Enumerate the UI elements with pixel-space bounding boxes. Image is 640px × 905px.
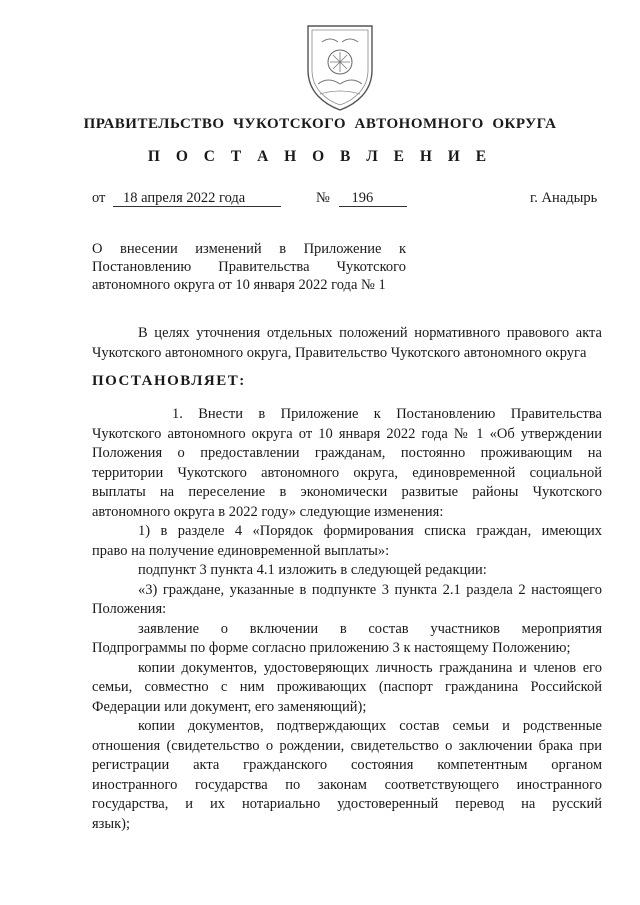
- number-label: №: [316, 190, 330, 206]
- number-value: 196: [339, 190, 407, 207]
- body-line: территории Чукотского автономного округа, единовременной социальной: [92, 464, 602, 481]
- body-line: государства, и их нотариально удостоверенный перевод на русский: [92, 796, 602, 812]
- preamble: [92, 323, 602, 363]
- body-line: Чукотского автономного округа от 10 января 2022 года № 1 «Об утверждении: [92, 425, 602, 442]
- preamble-line: В целях уточнения отдельных положений нормативного правового акта: [138, 325, 602, 341]
- city: г. Анадырь: [530, 190, 598, 206]
- preamble-line: Чукотского автономного округа, Правительство Чукотского автономного округа: [92, 345, 587, 361]
- body-line: регистрации акта гражданского состояния компетентным органом: [92, 757, 602, 773]
- body-line: иностранного государства по законам соответствующего иностранного: [92, 776, 602, 793]
- body-line: выплаты на переселение в экономически развитые районы Чукотского: [92, 484, 602, 500]
- body-line: Положения:: [92, 601, 167, 617]
- body-line: Федерации или документ, его заменяющий);: [92, 698, 367, 715]
- body-line: копии документов, удостоверяющих личность гражданина и членов его: [138, 659, 602, 676]
- body-line: копии документов, подтверждающих состав семьи и родственные: [138, 718, 602, 734]
- body-line: Положения о предоставлении гражданам, постоянно проживающим на: [92, 445, 602, 461]
- decree-heading: ПОСТАНОВЛЯЕТ:: [92, 373, 246, 389]
- body-line: 1) в разделе 4 «Порядок формирования списка граждан, имеющих: [138, 523, 602, 539]
- body-line: 1. Внести в Приложение к Постановлению Правительства: [172, 406, 602, 422]
- body-line: право на получение единовременной выплаты»:: [92, 542, 390, 559]
- body-line: Подпрограммы по форме согласно приложению 3 к настоящему Положению;: [92, 640, 571, 656]
- from-label: от: [92, 190, 106, 206]
- body-line: «3) граждане, указанные в подпункте 3 пункта 2.1 раздела 2 настоящего: [138, 581, 602, 598]
- body-line: отношения (свидетельство о рождении, свидетельство о заключении брака при: [92, 737, 602, 754]
- subject-line: О внесении изменений в Приложение к: [92, 241, 406, 257]
- date-field: [92, 190, 281, 207]
- document-type: П О С Т А Н О В Л Е Н И Е: [147, 148, 493, 165]
- body-line: заявление о включении в состав участников мероприятия: [138, 620, 602, 637]
- body-line: подпункт 3 пункта 4.1 изложить в следующей редакции:: [138, 562, 487, 578]
- body-line: язык);: [92, 815, 131, 832]
- coat-of-arms-icon: [300, 18, 380, 114]
- number-field: [316, 190, 407, 207]
- subject-line: Постановлению Правительства Чукотского: [92, 259, 406, 275]
- body-line: семьи, совместно с ним проживающих (паспорт гражданина Российской: [92, 679, 602, 695]
- government-title: ПРАВИТЕЛЬСТВО ЧУКОТСКОГО АВТОНОМНОГО ОКРУГА: [83, 116, 557, 132]
- body-line: автономного округа в 2022 году» следующие изменения:: [92, 503, 444, 520]
- document-subject: [92, 240, 406, 294]
- date-value: 18 апреля 2022 года: [113, 190, 281, 207]
- document-body: [92, 405, 602, 834]
- subject-line: автономного округа от 10 января 2022 года № 1: [92, 277, 386, 293]
